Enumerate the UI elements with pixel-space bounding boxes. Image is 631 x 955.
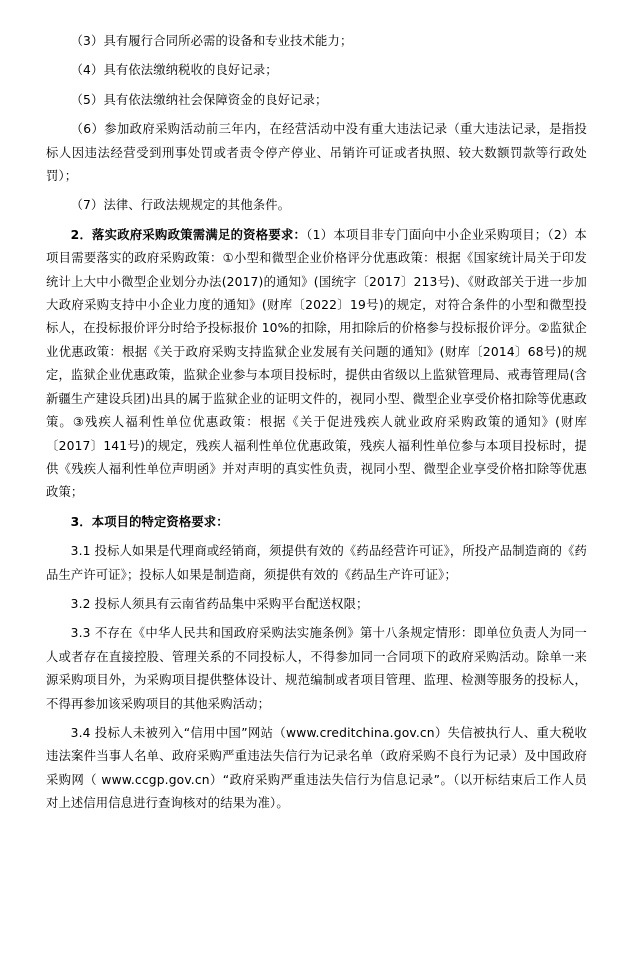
section-2-paragraph [46, 224, 587, 505]
qualification-item-5: （5）具有依法缴纳社会保障资金的良好记录； [70, 92, 328, 107]
requirement-3-3: 3.3 不存在《中华人民共和国政府采购法实施条例》第十八条规定情形：即单位负责人为同一人或者存在直接控股、管理关系的不同投标人，不得参加同一合同项下的政府采购活动。除单一来源采购项目外，为采购项目提供整体设计、规范编制或者项目管理、监理、检测等服务的投标人，不得再参加该采购项目的其他采购活动； [46, 626, 587, 711]
qualification-item-3: （3）具有履行合同所必需的设备和专业技术能力； [70, 34, 353, 48]
qualification-item-4: （4）具有依法缴纳税收的良好记录； [70, 63, 278, 78]
section-3-heading: 3．本项目的特定资格要求： [70, 514, 229, 529]
section-2-body: （1）本项目非专门面向中小企业采购项目；（2）本项目需要落实的政府采购政策：①小型和微型企业价格评分优惠政策：根据《国家统计局关于印发统计上大中小微型企业划分办法(2017)的通知》(国统字〔2017〕213号)、《财政部关于进一步加大政府采购支持中小企业力度的通知》(财库〔2022〕19号)的规定，对符合条件的小型和微型投标人，在投标报价评分时给予投标报价 10%的扣除，用扣除后的价格参与投标报价评分。②监狱企业优惠政策：根据《关于政府采购支持监狱企业发展有关问题的通知》(财库〔2014〕68号)的规定，监狱企业优惠政策，监狱企业参与本项目投标时，提供由省级以上监狱管理局、戒毒管理局(含新疆生产建设兵团)出具的属于监狱企业的证明文件的，视同小型、微型企业享受价格扣除等优惠政策。③残疾人福利性单位优惠政策：根据《关于促进残疾人就业政府采购政策的通知》(财库〔2017〕141号)的规定，残疾人福利性单位优惠政策，残疾人福利性单位参与本项目投标时，提供《残疾人福利性单位声明函》并对声明的真实性负责，视同小型、微型企业享受价格扣除等优惠政策； [46, 227, 587, 500]
qualification-item-7: （7）法律、行政法规规定的其他条件。 [70, 198, 291, 213]
requirement-3-2: 3.2 投标人须具有云南省药品集中采购平台配送权限； [70, 596, 369, 611]
section-2-heading: 2．落实政府采购政策需满足的资格要求： [70, 227, 307, 242]
requirement-3-1: 3.1 投标人如果是代理商或经销商，须提供有效的《药品经营许可证》，所投产品制造商的《药品生产许可证》；投标人如果是制造商，须提供有效的《药品生产许可证》； [46, 544, 587, 582]
requirement-3-4: 3.4 投标人未被列入“信用中国”网站（www.creditchina.gov.cn）失信被执行人、重大税收违法案件当事人名单、政府采购严重违法失信行为记录名单（政府采购不良行为记录）及中国政府采购网（ www.ccgp.gov.cn）“政府采购严重违法失信行为信息记录”。（以开标结束后工作人员对上述信用信息进行查询核对的结果为准）。 [46, 725, 587, 811]
qualification-item-6: （6）参加政府采购活动前三年内，在经营活动中没有重大违法记录（重大违法记录，是指投标人因违法经营受到刑事处罚或者责令停产停业、吊销许可证或者执照、较大数额罚款等行政处罚）； [46, 122, 587, 184]
